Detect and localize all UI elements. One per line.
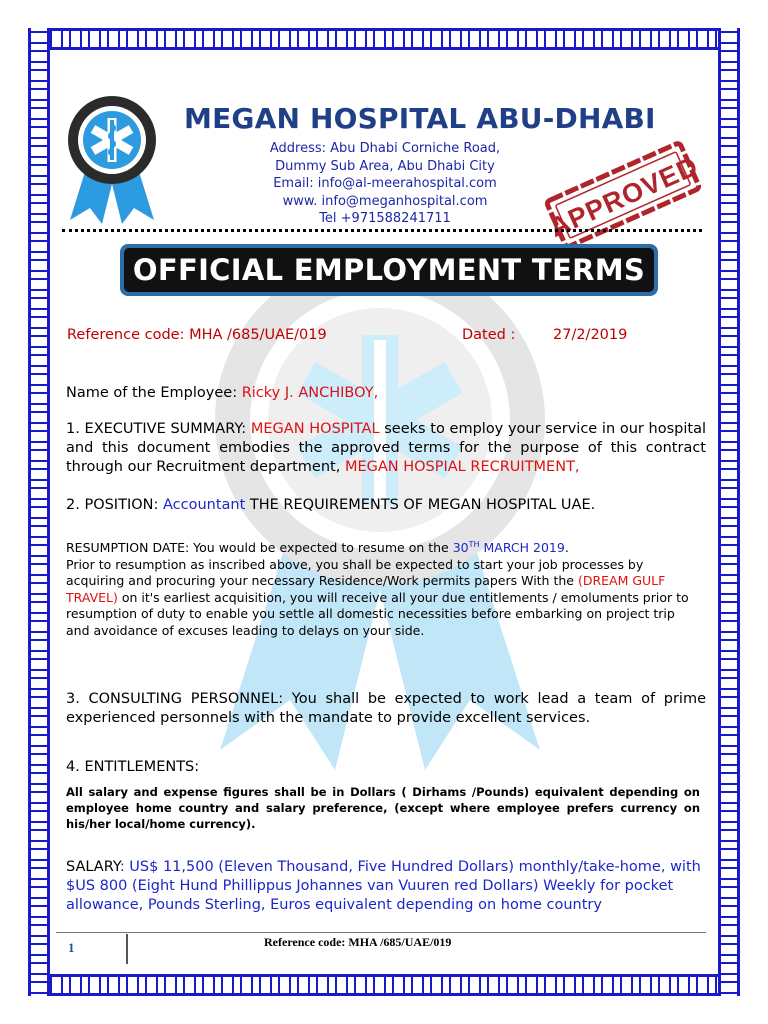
email-line: Email: info@al-meerahospital.com <box>273 176 497 191</box>
stamp-text: APPROVED <box>544 150 703 243</box>
consulting-personnel: 3. CONSULTING PERSONNEL: You shall be expected to work lead a team of prime experienced personnels with the mandate to provide excellent services. <box>66 691 706 726</box>
resumption-agency: (DREAM GULF TRAVEL) <box>66 573 666 605</box>
hospital-address <box>240 140 530 228</box>
employee-label: Name of the Employee: <box>66 385 242 401</box>
page-number: 1 <box>68 940 75 955</box>
resumption-date-day: 30 <box>452 540 469 556</box>
page-border-top <box>28 28 740 50</box>
summary-text: seeks to employ your service in our hospital and this document embodies the approved terms for the purpose of this contract through our Recruitment department, <box>66 421 707 475</box>
resumption-date <box>453 540 565 555</box>
reference-code: Reference code: MHA /685/UAE/019 <box>67 327 327 343</box>
footer-reference: Reference code: MHA /685/UAE/019 <box>264 935 452 949</box>
website-line: www. info@meganhospital.com <box>282 193 488 209</box>
page-border-bottom <box>28 974 740 996</box>
resumption-text-1: Prior to resumption as inscribed above, you shall be expected to start your job processes by acquiring and procuring your necessary Residence/Work permits papers With the <box>66 556 644 589</box>
summary-hospital: MEGAN HOSPITAL <box>250 421 380 437</box>
employee-name: Ricky J. ANCHIBOY, <box>241 385 379 401</box>
date-value: 27/2/2019 <box>553 327 628 343</box>
salary-text: : US$ 11,500 (Eleven Thousand, Five Hundred Dollars) monthly/take-home, with $US 800 (Eight Hund Phillippus Johannes van Vuuren red Dollars) Weekly for pocket allowance, Pounds Sterling, Euros equivalent depending on home country <box>66 859 701 913</box>
phone-line: Tel +971588241711 <box>319 211 451 226</box>
hospital-name: MEGAN HOSPITAL ABU-DHABI <box>184 102 656 135</box>
position-text: THE REQUIREMENTS OF MEGAN HOSPITAL UAE. <box>245 497 596 513</box>
position-role: Accountant <box>162 497 246 513</box>
address-line: Dummy Sub Area, Abu Dhabi City <box>275 158 495 174</box>
executive-summary <box>66 420 706 477</box>
page-border-left <box>28 28 50 996</box>
document-title: OFFICIAL EMPLOYMENT TERMS <box>124 248 654 292</box>
page-border-right <box>718 28 740 996</box>
resumption-label: RESUMPTION DATE: You would be expected to resume on the <box>66 540 453 556</box>
salary-label: SALARY <box>66 859 120 875</box>
resumption-date-rest: MARCH 2019 <box>479 540 565 556</box>
footer-separator <box>126 934 128 964</box>
document-title-banner <box>120 244 658 296</box>
resumption-period: . <box>564 540 569 556</box>
employee-name-line <box>66 384 706 403</box>
position-line <box>66 496 706 515</box>
entitlements-heading: 4. ENTITLEMENTS: <box>66 759 200 775</box>
address-line: Address: Abu Dhabi Corniche Road, <box>269 141 501 156</box>
summary-department: MEGAN HOSPIAL RECRUITMENT, <box>344 459 580 475</box>
header-divider <box>62 229 702 232</box>
resumption-paragraph <box>66 537 700 639</box>
summary-heading: 1. EXECUTIVE SUMMARY: <box>66 421 251 437</box>
footer-divider <box>56 932 706 933</box>
hospital-logo-icon <box>62 92 162 224</box>
approved-stamp <box>538 140 708 250</box>
date-label: Dated : <box>462 327 516 343</box>
entitlements-text: All salary and expense figures shall be in Dollars ( Dirhams /Pounds) equivalent depending on employee home country and salary preference, (except where employee prefers currency on his/her local/home currency). <box>66 785 700 831</box>
salary-paragraph <box>66 858 706 915</box>
position-heading: 2. POSITION: <box>66 497 163 513</box>
resumption-text-2: on it's earliest acquisition, you will receive all your due entitlements / emoluments prior to resumption of duty to enable you settle all domestic necessities before embarking on project trip and avoidance of excuses leading to delays on your side. <box>66 589 689 638</box>
resumption-date-sup: TH <box>468 540 480 549</box>
